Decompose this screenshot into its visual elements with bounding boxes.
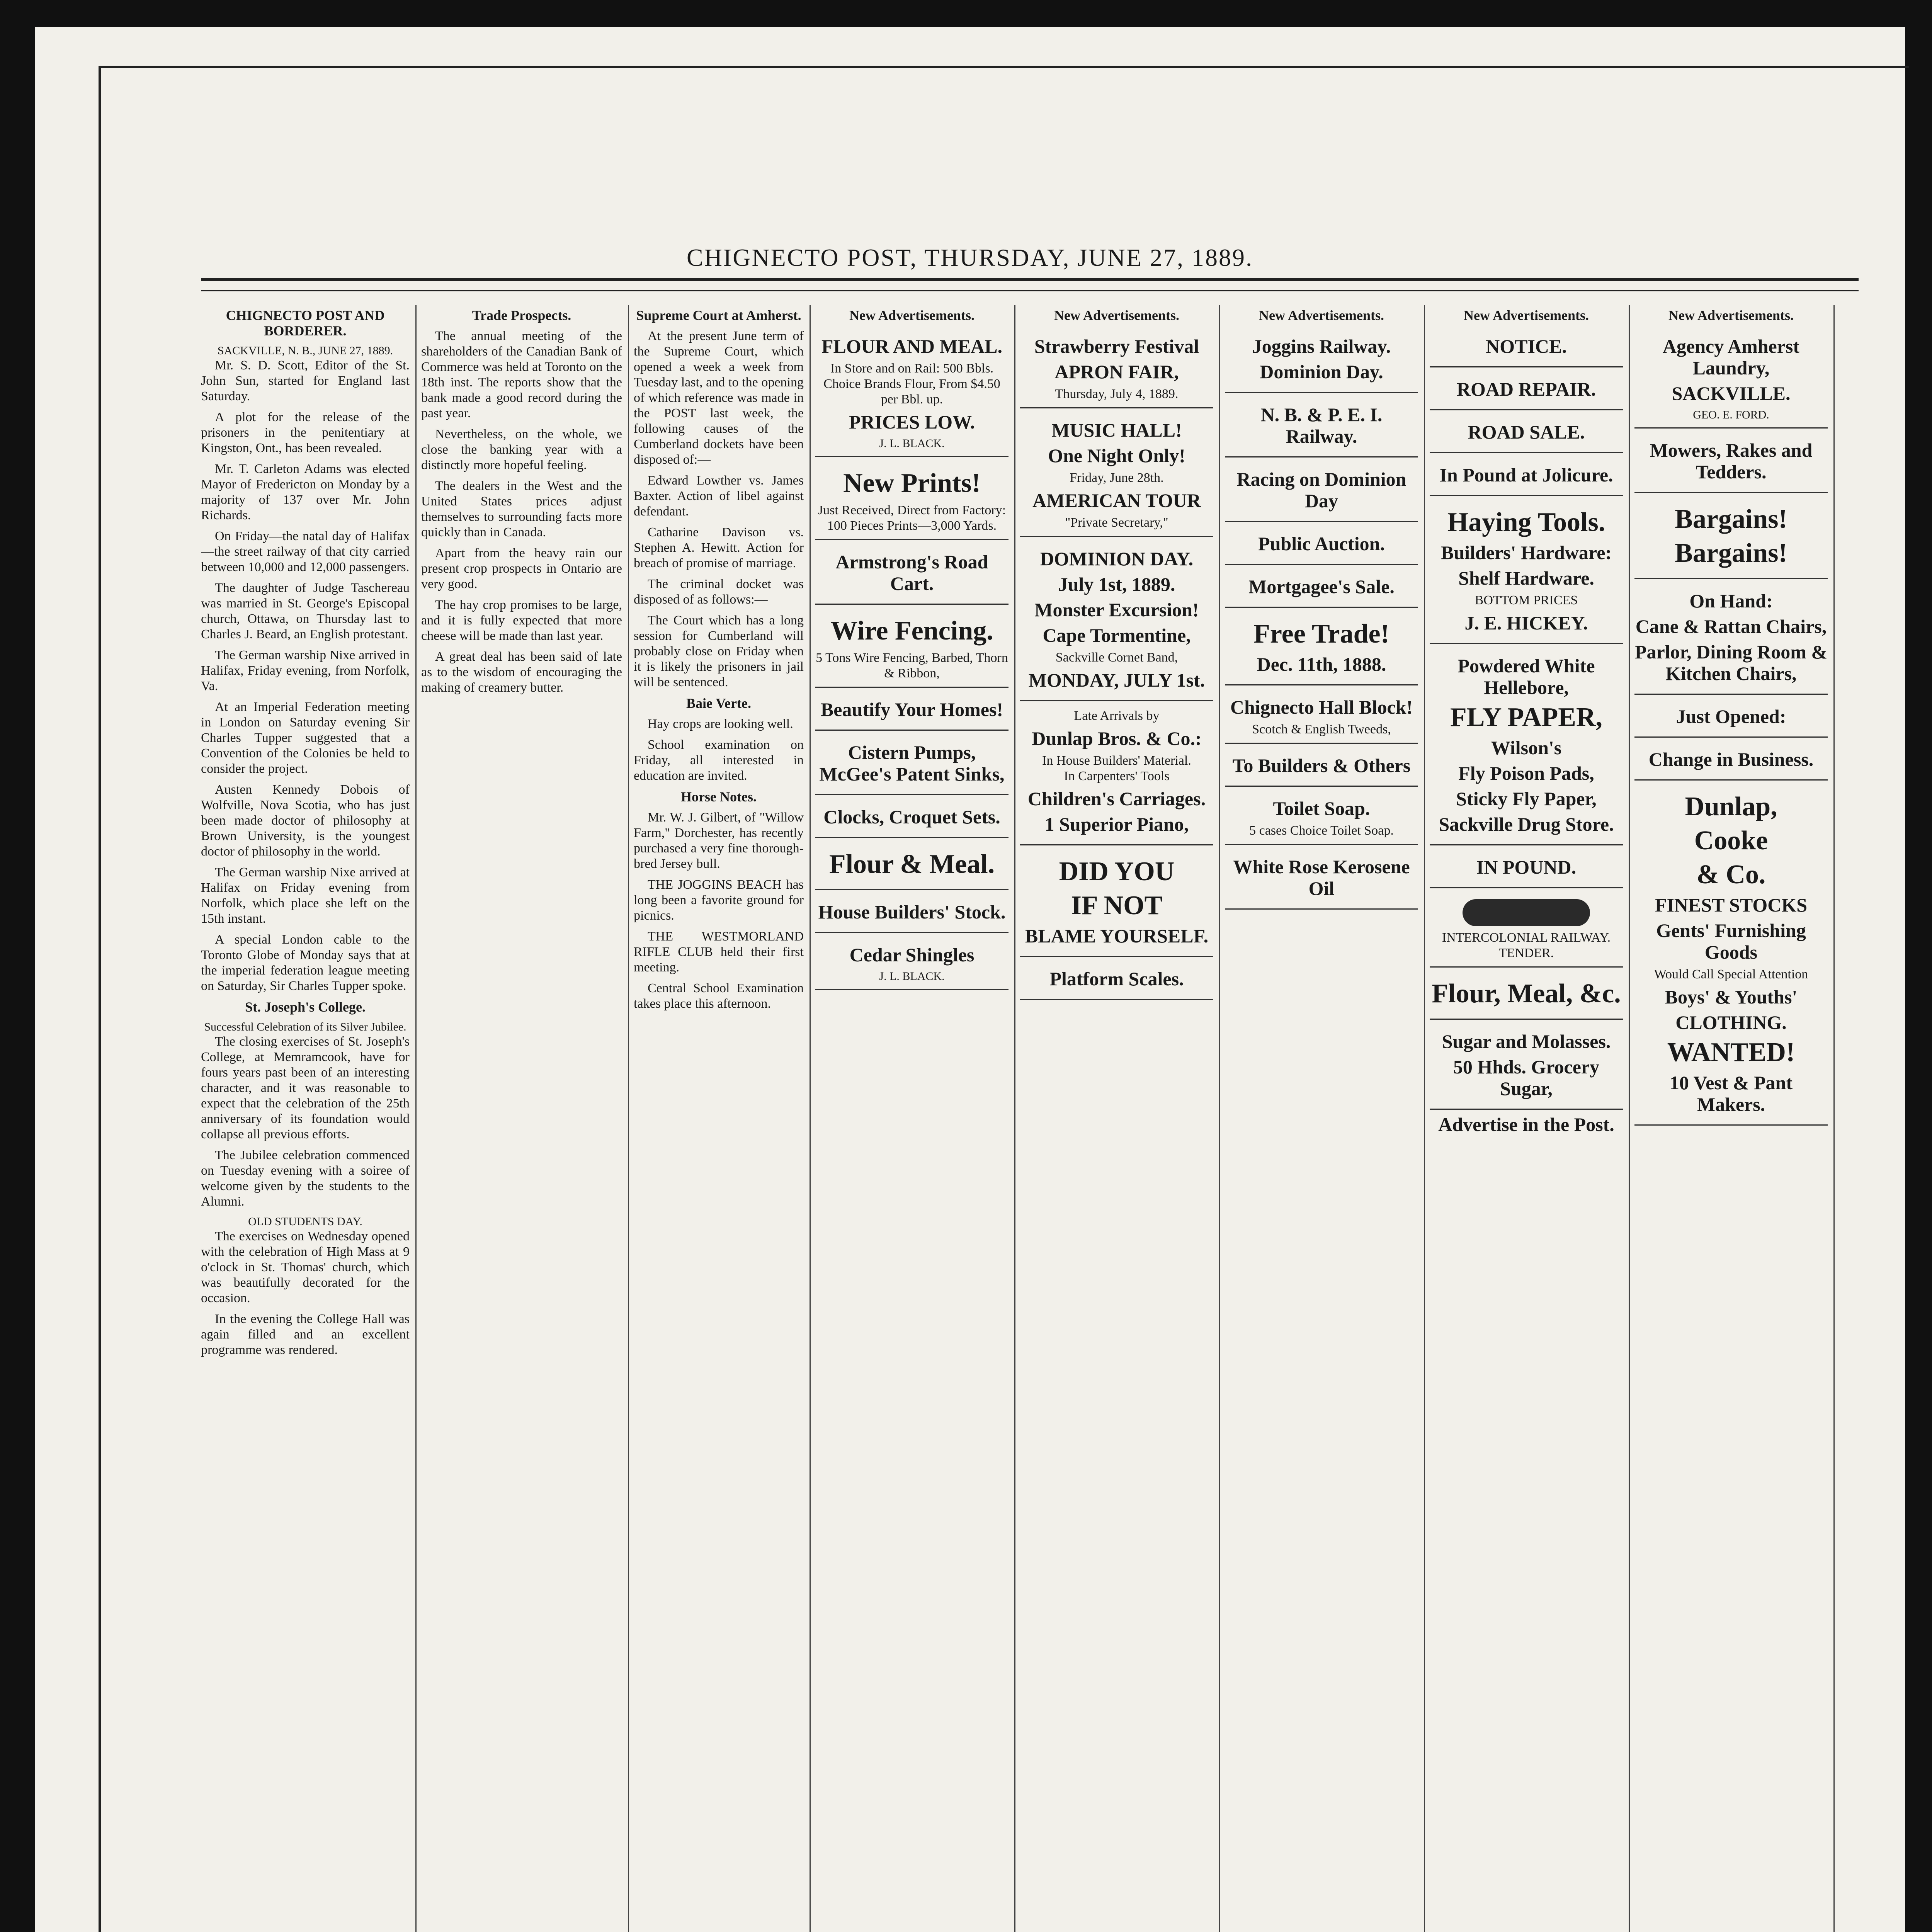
racing-ad bbox=[1225, 461, 1418, 522]
flour-ad bbox=[815, 842, 1009, 890]
ad-title: Toilet Soap. bbox=[1273, 798, 1370, 819]
ad-title: Dec. 11th, 1888. bbox=[1257, 653, 1386, 675]
ad-title: FINEST STOCKS bbox=[1655, 894, 1808, 916]
article-paragraph: Central School Examination takes place this afternoon. bbox=[634, 981, 804, 1011]
ad-title: Free Trade! bbox=[1253, 619, 1389, 649]
ad-title: Parlor, Dining Room & Kitchen Chairs, bbox=[1634, 641, 1828, 684]
road-sale-ad bbox=[1430, 414, 1623, 453]
ad-title: PRICES LOW. bbox=[849, 411, 975, 433]
tender-ad bbox=[1430, 892, 1623, 968]
masthead-rule bbox=[201, 278, 1859, 291]
ad-title: N. B. & P. E. I. Railway. bbox=[1260, 404, 1383, 447]
ad-title: 10 Vest & Pant Makers. bbox=[1669, 1072, 1793, 1115]
scales-ad bbox=[1020, 961, 1213, 1000]
news-item: A plot for the release of the prisoners in the penitentiary at Kingston, Ont., has been revealed. bbox=[201, 410, 410, 455]
section-heading: New Advertisements. bbox=[1259, 308, 1384, 323]
news-item: The daughter of Judge Taschereau was married in St. George's Episcopal church, Ottawa, on Thursday last to Charles J. Beard, an English protestant. bbox=[201, 581, 410, 641]
ad-text: 5 cases Choice Toilet Soap. bbox=[1249, 823, 1394, 838]
ad-date: Thursday, July 4, 1889. bbox=[1055, 387, 1179, 401]
ad-title: White Rose Kerosene Oil bbox=[1233, 856, 1410, 899]
dunlap-bros-ad bbox=[1020, 705, 1213, 845]
ad-title: House Builders' Stock. bbox=[818, 901, 1006, 923]
pound-ad bbox=[1430, 457, 1623, 496]
ad-title: Sackville Drug Store. bbox=[1439, 813, 1614, 835]
news-item: A special London cable to the Toronto Globe of Monday says that at the imperial federation league meeting on Saturday, Sir Charles Tupper spoke. bbox=[201, 932, 410, 993]
beautify-ad bbox=[815, 692, 1009, 731]
ad-text: INTERCOLONIAL RAILWAY. bbox=[1442, 930, 1611, 945]
builders-stock-ad bbox=[815, 894, 1009, 933]
ad-title: Clocks, Croquet Sets. bbox=[823, 806, 1000, 828]
ad-title: MONDAY, JULY 1st. bbox=[1028, 669, 1205, 691]
drug-store-ad bbox=[1430, 648, 1623, 845]
ad-title: Platform Scales. bbox=[1049, 968, 1184, 990]
ad-title: Bargains! bbox=[1675, 538, 1787, 568]
ad-text: 5 Tons Wire Fencing, Barbed, Thorn & Ribbon, bbox=[816, 651, 1008, 680]
ad-title: NOTICE. bbox=[1486, 335, 1567, 357]
column-rule bbox=[415, 305, 417, 1932]
news-item: Mr. S. D. Scott, Editor of the St. John Sun, started for England last Saturday. bbox=[201, 358, 410, 403]
kerosene-ad bbox=[1225, 849, 1418, 910]
ad-text: Just Received, Direct from Factory: 100 Pieces Prints—3,000 Yards. bbox=[818, 503, 1006, 533]
ad-title: Cape Tormentine, bbox=[1043, 624, 1191, 646]
ad-title: Cedar Shingles bbox=[849, 944, 975, 966]
college-heading: St. Joseph's College. bbox=[245, 999, 366, 1015]
ad-title: Gents' Furnishing Goods bbox=[1656, 920, 1806, 963]
article-paragraph: Catharine Davison vs. Stephen A. Hewitt. Action for breach of promise of marriage. bbox=[634, 525, 804, 570]
article-paragraph: School examination on Friday, all interested in education are invited. bbox=[634, 738, 804, 783]
news-item: Austen Kennedy Dobois of Wolfville, Nova Scotia, who has just been made doctor of philosophy at Brown University, is the youngest doctor of philosophy in the world. bbox=[201, 782, 410, 859]
column-5 bbox=[1020, 305, 1213, 1932]
joggins-ad bbox=[1225, 328, 1418, 393]
haying-tools-ad bbox=[1430, 500, 1623, 644]
ad-text: Would Call Special Attention bbox=[1654, 967, 1808, 981]
wire-fencing-ad bbox=[815, 609, 1009, 688]
ad-title: Beautify Your Homes! bbox=[820, 699, 1003, 720]
article-paragraph: The exercises on Wednesday opened with the celebration of High Mass at 9 o'clock in St. Thomas' church, which was beautifully decorated for the occasion. bbox=[201, 1229, 410, 1305]
ad-title: Wilson's bbox=[1491, 737, 1562, 759]
ad-title: Sticky Fly Paper, bbox=[1456, 788, 1597, 810]
ad-title: Cistern Pumps, McGee's Patent Sinks, bbox=[819, 742, 1005, 785]
column-6 bbox=[1225, 305, 1418, 1932]
ad-title: One Night Only! bbox=[1048, 445, 1185, 466]
column-4 bbox=[815, 305, 1009, 1932]
ad-title: To Builders & Others bbox=[1232, 755, 1411, 776]
ad-signature: J. L. BLACK. bbox=[879, 437, 945, 450]
ad-title: Just Opened: bbox=[1676, 706, 1786, 727]
ad-title: Chignecto Hall Block! bbox=[1230, 696, 1413, 718]
ad-title: Armstrong's Road Cart. bbox=[835, 551, 988, 594]
dunlap-cooke-ad bbox=[1634, 784, 1828, 1126]
article-paragraph: Mr. W. J. Gilbert, of "Willow Farm," Dorchester, has recently purchased a very fine thorough-bred Jersey bull. bbox=[634, 810, 804, 871]
college-subheading: Successful Celebration of its Silver Jubilee. bbox=[204, 1020, 406, 1033]
music-hall-ad bbox=[1020, 412, 1213, 537]
ad-title: & Co. bbox=[1696, 860, 1766, 889]
ad-title: Change in Business. bbox=[1648, 748, 1814, 770]
article-paragraph: THE WESTMORLAND RIFLE CLUB held their first meeting. bbox=[634, 929, 804, 975]
ad-title: Dunlap Bros. & Co.: bbox=[1032, 728, 1202, 749]
bargains-ad bbox=[1634, 497, 1828, 579]
advertise-notice: Advertise in the Post. bbox=[1438, 1114, 1614, 1135]
railway-emblem-icon bbox=[1463, 899, 1590, 926]
newspaper-page bbox=[35, 27, 1905, 1932]
ad-signature: GEO. E. FORD. bbox=[1693, 408, 1769, 421]
ad-title: Shelf Hardware. bbox=[1458, 567, 1594, 589]
laundry-ad bbox=[1634, 328, 1828, 429]
ad-title: Dunlap, bbox=[1685, 792, 1777, 821]
clocks-ad bbox=[815, 799, 1009, 838]
ad-text: TENDER. bbox=[1498, 946, 1554, 960]
free-trade-ad bbox=[1225, 612, 1418, 685]
ad-title: July 1st, 1889. bbox=[1058, 573, 1175, 595]
column-2 bbox=[421, 305, 622, 1932]
article-paragraph: Edward Lowther vs. James Baxter. Action of libel against defendant. bbox=[634, 473, 804, 519]
column-rule bbox=[1014, 305, 1015, 1932]
news-item: On Friday—the natal day of Halifax—the street railway of that city carried between 10,000 and 12,000 passengers. bbox=[201, 529, 410, 574]
article-paragraph: THE JOGGINS BEACH has long been a favorite ground for picnics. bbox=[634, 878, 804, 923]
ad-title: Racing on Dominion Day bbox=[1236, 468, 1406, 512]
ad-title: Agency Amherst Laundry, bbox=[1662, 335, 1800, 379]
flour-meal-ad bbox=[1430, 971, 1623, 1020]
article-paragraph: The hay crop promises to be large, and it is fully expected that more cheese will be made than last year. bbox=[421, 598, 622, 643]
ad-title: Cooke bbox=[1694, 826, 1768, 855]
ad-title: IF NOT bbox=[1071, 891, 1163, 920]
news-item: The German warship Nixe arrived at Halifax on Friday evening from Norfolk, which place she left on the 15th instant. bbox=[201, 865, 410, 926]
shingles-ad bbox=[815, 937, 1009, 990]
article-paragraph: Nevertheless, on the whole, we close the banking year with a distinctly more hopeful feeling. bbox=[421, 427, 622, 472]
ad-title: AMERICAN TOUR bbox=[1032, 490, 1201, 511]
cistern-ad bbox=[815, 735, 1009, 795]
ad-title: DID YOU bbox=[1059, 857, 1175, 886]
article-paragraph: A great deal has been said of late as to the wisdom of encouraging the making of creamery butter. bbox=[421, 650, 622, 695]
article-paragraph: The dealers in the West and the United States prices adjust themselves to surrounding facts more quickly than in Canada. bbox=[421, 479, 622, 539]
horse-notes-heading: Horse Notes. bbox=[681, 789, 757, 804]
article-paragraph: Hay crops are looking well. bbox=[648, 717, 793, 731]
mortgage-ad bbox=[1225, 569, 1418, 608]
column-rule bbox=[628, 305, 629, 1932]
column-rule bbox=[1833, 305, 1835, 1932]
ad-title: J. E. HICKEY. bbox=[1464, 612, 1588, 634]
baie-verte-heading: Baie Verte. bbox=[686, 696, 751, 711]
ad-date: Friday, June 28th. bbox=[1070, 471, 1164, 485]
builders-ad bbox=[1225, 748, 1418, 787]
ad-title: Strawberry Festival bbox=[1034, 335, 1199, 357]
ad-title: Dominion Day. bbox=[1260, 361, 1383, 383]
article-paragraph: The closing exercises of St. Joseph's College, at Memramcook, have for fours years past been of an interesting character, and it was reasonable to expect that the celebration of the 25th anniversary of its foundation would collapse all previous efforts. bbox=[201, 1034, 410, 1141]
news-item: Mr. T. Carleton Adams was elected Mayor of Fredericton on Monday by a majority of 137 over Mr. John Richards. bbox=[201, 462, 410, 522]
ad-title: Children's Carriages. bbox=[1027, 788, 1206, 810]
trade-heading: Trade Prospects. bbox=[472, 308, 571, 323]
flour-meal-ad bbox=[815, 328, 1009, 457]
column-1 bbox=[201, 305, 410, 1932]
festival-ad bbox=[1020, 328, 1213, 408]
business-change-ad bbox=[1634, 742, 1828, 781]
ad-title: DOMINION DAY. bbox=[1040, 548, 1194, 570]
ad-title: CLOTHING. bbox=[1675, 1012, 1787, 1033]
baking-powder-ad bbox=[1020, 849, 1213, 957]
ad-text: BOTTOM PRICES bbox=[1475, 593, 1578, 607]
road-cart-ad bbox=[815, 544, 1009, 605]
ad-title: Powdered White Hellebore, bbox=[1458, 655, 1595, 698]
ad-title: WANTED! bbox=[1667, 1037, 1795, 1067]
auction-ad bbox=[1225, 526, 1418, 565]
ad-title: Boys' & Youths' bbox=[1665, 986, 1798, 1008]
ad-title: BLAME YOURSELF. bbox=[1025, 925, 1209, 947]
ad-title: Fly Poison Pads, bbox=[1458, 762, 1594, 784]
column-rule bbox=[1629, 305, 1630, 1932]
column-rule bbox=[810, 305, 811, 1932]
just-opened-ad bbox=[1634, 699, 1828, 738]
ad-text: Late Arrivals by bbox=[1074, 709, 1160, 723]
prints-ad bbox=[815, 461, 1009, 540]
hall-block-ad bbox=[1225, 689, 1418, 744]
section-heading: New Advertisements. bbox=[1464, 308, 1589, 323]
ad-title: SACKVILLE. bbox=[1672, 383, 1791, 404]
ad-title: Cane & Rattan Chairs, bbox=[1635, 616, 1827, 637]
ad-title: IN POUND. bbox=[1476, 856, 1577, 878]
column-3 bbox=[634, 305, 804, 1932]
masthead: CHIGNECTO POST, THURSDAY, JUNE 27, 1889. bbox=[687, 244, 1253, 271]
ad-text: In Store and on Rail: 500 Bbls. Choice Brands Flour, From $4.50 per Bbl. up. bbox=[823, 361, 1000, 406]
excursion-ad bbox=[1020, 541, 1213, 701]
sugar-ad bbox=[1430, 1024, 1623, 1110]
article-paragraph: The Jubilee celebration commenced on Tuesday evening with a soiree of welcome given by the students to the Alumni. bbox=[201, 1148, 410, 1209]
section-heading: New Advertisements. bbox=[1668, 308, 1794, 323]
ad-title: APRON FAIR, bbox=[1054, 361, 1179, 383]
road-repair-ad bbox=[1430, 371, 1623, 410]
old-students-heading: OLD STUDENTS DAY. bbox=[248, 1215, 362, 1228]
ad-title: FLOUR AND MEAL. bbox=[821, 335, 1003, 357]
ad-title: On Hand: bbox=[1689, 590, 1773, 612]
news-item: At an Imperial Federation meeting in London on Saturday evening Sir Charles Tupper suggested that a Convention of the Colonies be held to consider the project. bbox=[201, 700, 410, 776]
ad-title: FLY PAPER, bbox=[1450, 702, 1603, 732]
ad-text: Sackville Cornet Band, bbox=[1055, 650, 1178, 665]
ad-title: In Pound at Jolicure. bbox=[1439, 464, 1613, 486]
dateline: SACKVILLE, N. B., JUNE 27, 1889. bbox=[217, 344, 393, 357]
ad-title: New Prints! bbox=[843, 468, 981, 498]
ad-title: Joggins Railway. bbox=[1252, 335, 1391, 357]
in-pound-ad bbox=[1430, 849, 1623, 888]
news-item: The German warship Nixe arrived in Halifax, Friday evening, from Norfolk, Va. bbox=[201, 648, 410, 693]
ad-title: Monster Excursion! bbox=[1034, 599, 1199, 621]
ad-text: "Private Secretary," bbox=[1065, 515, 1168, 530]
ad-title: Haying Tools. bbox=[1447, 507, 1605, 537]
ad-title: Flour & Meal. bbox=[829, 849, 995, 879]
ad-title: Bargains! bbox=[1675, 504, 1787, 534]
ad-title: Mowers, Rakes and Tedders. bbox=[1650, 439, 1813, 483]
paper-title: CHIGNECTO POST AND BORDERER. bbox=[226, 308, 385, 338]
section-heading: New Advertisements. bbox=[849, 308, 975, 323]
section-heading: New Advertisements. bbox=[1054, 308, 1179, 323]
article-paragraph: The annual meeting of the shareholders of the Canadian Bank of Commerce was held at Toronto on the 18th inst. The reports show that the bank made a good record during the past year. bbox=[421, 329, 622, 420]
ad-text: Scotch & English Tweeds, bbox=[1252, 722, 1391, 736]
ad-text: In House Builders' Material. bbox=[1042, 753, 1191, 768]
ad-title: 1 Superior Piano, bbox=[1044, 813, 1189, 835]
column-rule bbox=[1424, 305, 1425, 1932]
article-paragraph: At the present June term of the Supreme Court, which opened a week a week from Tuesday last, and to the opening of which reference was made in the POST last week, the following causes of the Cumberland dockets have been disposed of:— bbox=[634, 329, 804, 467]
notice-ad bbox=[1430, 328, 1623, 367]
furniture-ad bbox=[1634, 583, 1828, 695]
ad-title: ROAD SALE. bbox=[1468, 421, 1585, 443]
ad-title: 50 Hhds. Grocery Sugar, bbox=[1453, 1056, 1600, 1099]
ad-signature: J. L. BLACK. bbox=[879, 970, 945, 983]
ad-title: ROAD REPAIR. bbox=[1456, 378, 1596, 400]
column-8 bbox=[1634, 305, 1828, 1932]
ad-title: Flour, Meal, &c. bbox=[1432, 979, 1621, 1009]
court-heading: Supreme Court at Amherst. bbox=[636, 308, 801, 323]
ad-title: MUSIC HALL! bbox=[1051, 419, 1182, 441]
railway-ad bbox=[1225, 397, 1418, 457]
soap-ad bbox=[1225, 791, 1418, 845]
column-7 bbox=[1430, 305, 1623, 1932]
article-paragraph: In the evening the College Hall was again filled and an excellent programme was rendered. bbox=[201, 1312, 410, 1357]
article-paragraph: The criminal docket was disposed of as follows:— bbox=[634, 577, 804, 607]
mowers-ad bbox=[1634, 432, 1828, 493]
ad-text: In Carpenters' Tools bbox=[1064, 769, 1170, 783]
ad-title: Public Auction. bbox=[1258, 533, 1385, 554]
ad-title: Sugar and Molasses. bbox=[1442, 1031, 1611, 1052]
column-rule bbox=[1219, 305, 1220, 1932]
article-paragraph: Apart from the heavy rain our present crop prospects in Ontario are very good. bbox=[421, 546, 622, 591]
ad-title: Wire Fencing. bbox=[830, 616, 993, 646]
ad-title: Builders' Hardware: bbox=[1440, 542, 1612, 563]
ad-title: Mortgagee's Sale. bbox=[1248, 576, 1395, 597]
article-paragraph: The Court which has a long session for Cumberland will probably close on Friday when it is likely the prisoners in jail will be sentenced. bbox=[634, 613, 804, 689]
